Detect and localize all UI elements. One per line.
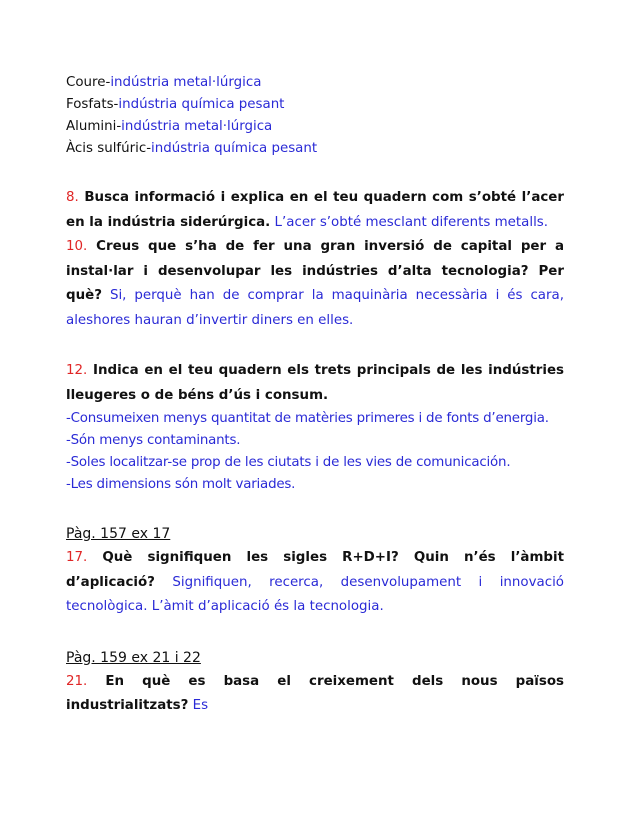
question-number: 21. xyxy=(66,673,88,689)
question-text: Què signifiquen les sigles R+D+I? Quin n’és l’àmbit d’aplicació? xyxy=(66,550,564,590)
answer-item: -Les dimensions són molt variades. xyxy=(66,477,296,492)
spacer xyxy=(66,620,564,646)
spacer xyxy=(66,333,564,359)
section-heading: Pàg. 159 ex 21 i 22 xyxy=(66,649,201,666)
answer-item: -Consumeixen menys quantitat de matèries primeres i de fonts d’energia. xyxy=(66,411,549,426)
material-line xyxy=(66,94,564,116)
material-name: Coure- xyxy=(66,75,111,90)
answer-item: -Soles localitzar-se prop de les ciutats i de les vies de comunicación. xyxy=(66,455,511,470)
material-industry: indústria química pesant xyxy=(151,141,318,156)
material-name: Fosfats- xyxy=(66,97,119,112)
material-name: Alumini- xyxy=(66,119,122,134)
question-10 xyxy=(66,235,564,333)
question-12 xyxy=(66,359,564,408)
material-industry: indústria metal·lúrgica xyxy=(110,75,262,90)
question-text: Busca informació i explica en el teu quadern com s’obté l’acer en la indústria siderúrgica. xyxy=(66,190,564,230)
spacer xyxy=(66,496,564,522)
question-text: Creus que s’ha de fer una gran inversió de capital per a instal·lar i desenvolupar les indústries d’alta tecnologia? Per què? xyxy=(66,239,564,303)
material-industry: indústria metal·lúrgica xyxy=(121,119,273,134)
question-17 xyxy=(66,546,564,620)
material-line xyxy=(66,116,564,138)
answer-text: Si, perquè han de comprar la maquinària necessària i és cara, aleshores hauran d’invertir diners en elles. xyxy=(66,288,564,328)
question-number: 10. xyxy=(66,239,88,254)
spacer xyxy=(66,160,564,186)
question-text: Indica en el teu quadern els trets principals de les indústries lleugeres o de béns d’ús i consum. xyxy=(66,363,564,403)
answer-text: L’acer s’obté mesclant diferents metalls. xyxy=(270,214,549,230)
material-line xyxy=(66,72,564,94)
question-21 xyxy=(66,670,564,719)
question-number: 17. xyxy=(66,550,88,565)
section-heading: Pàg. 157 ex 17 xyxy=(66,526,171,542)
materials-list xyxy=(66,72,564,160)
question-number: 8. xyxy=(66,190,79,205)
question-number: 12. xyxy=(66,363,88,378)
question-text: En què es basa el creixement dels nous països industrialitzats? xyxy=(66,673,564,713)
question-8 xyxy=(66,186,564,235)
material-name: Àcis sulfúric- xyxy=(66,141,152,156)
answer-text: Es xyxy=(188,698,209,713)
answer-item: -Són menys contaminants. xyxy=(66,433,241,448)
material-line xyxy=(66,138,564,160)
material-industry: indústria química pesant xyxy=(118,97,285,112)
answer-text: Signifiquen, recerca, desenvolupament i innovació tecnològica. L’àmit d’aplicació és la tecnologia. xyxy=(66,574,564,614)
